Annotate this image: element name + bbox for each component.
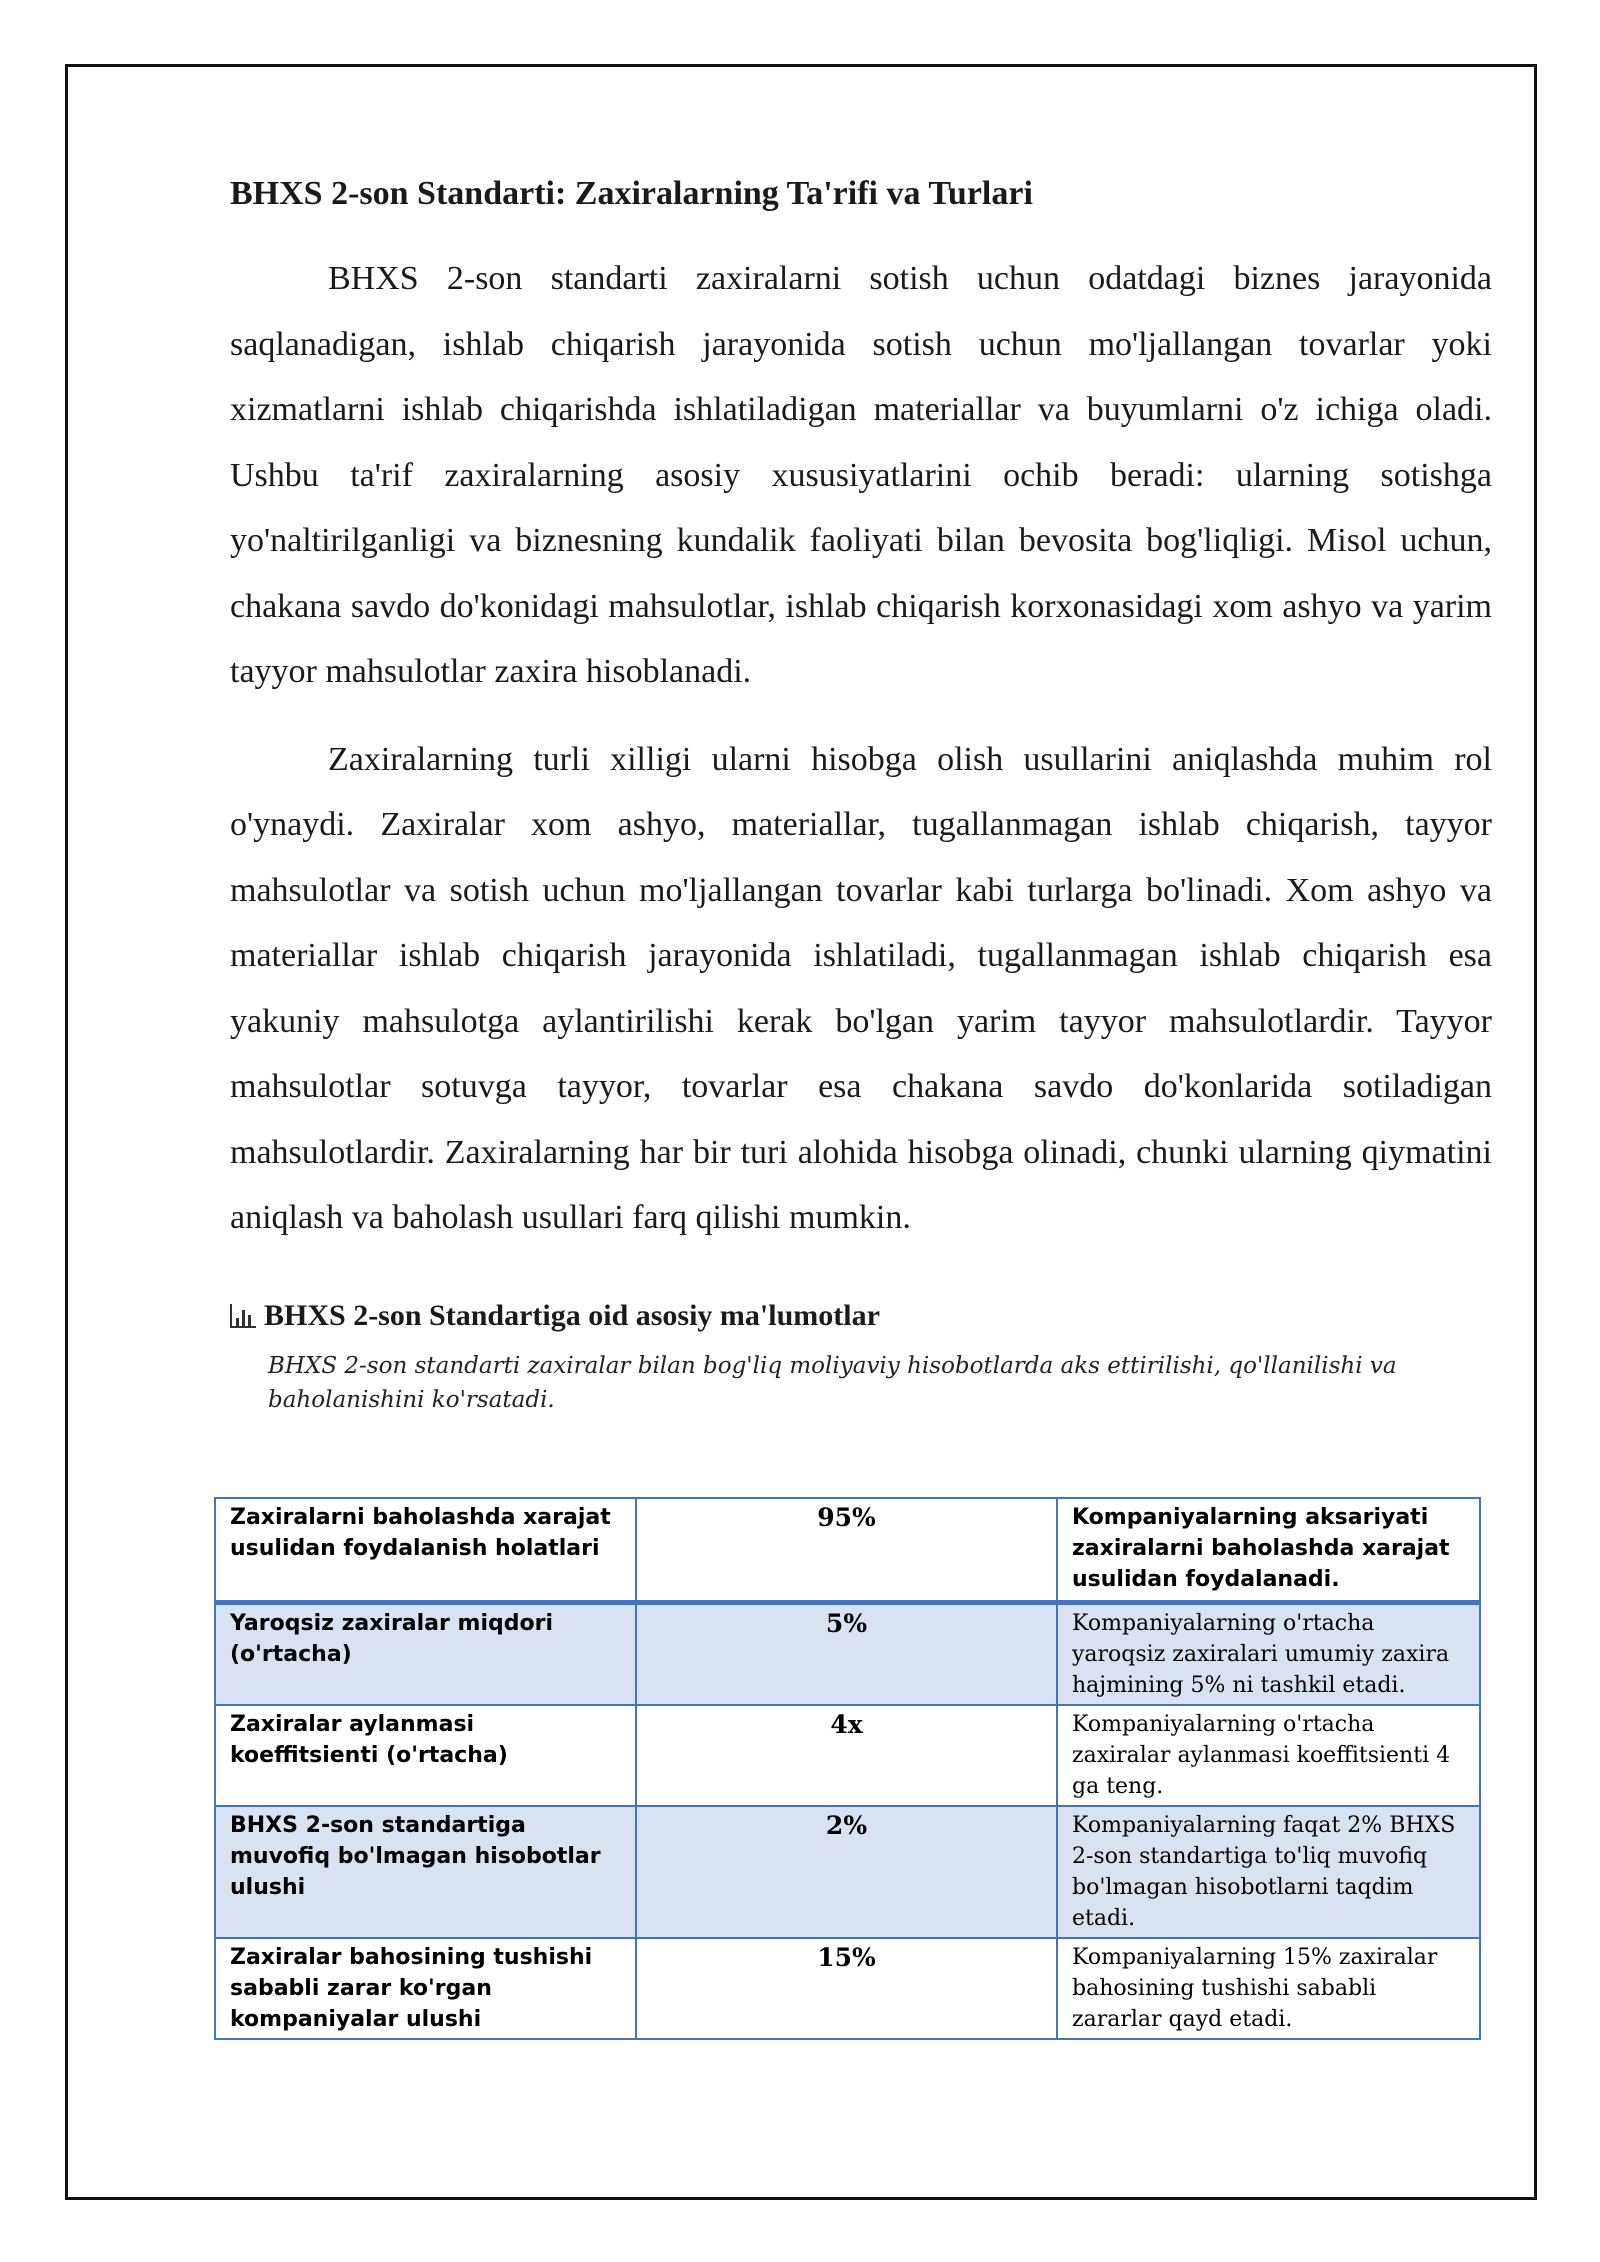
row-label: Yaroqsiz zaxiralar miqdori (o'rtacha) [215,1602,636,1705]
section-heading [230,1299,1492,1333]
document-body [230,172,1492,1417]
row-value: 5% [636,1602,1057,1705]
row-description: Kompaniyalarning o'rtacha zaxiralar aylanmasi koeffitsienti 4 ga teng. [1057,1705,1480,1806]
row-label: Zaxiralarni baholashda xarajat usulidan foydalanish holatlari [215,1498,636,1602]
row-description: Kompaniyalarning 15% zaxiralar bahosining tushishi sababli zararlar qayd etadi. [1057,1938,1480,2039]
row-label: Zaxiralar bahosining tushishi sababli zarar ko'rgan kompaniyalar ulushi [215,1938,636,2039]
row-label: Zaxiralar aylanmasi koeffitsienti (o'rtacha) [215,1705,636,1806]
row-value: 2% [636,1806,1057,1938]
table-row [215,1806,1480,1938]
row-label: BHXS 2-son standartiga muvofiq bo'lmagan hisobotlar ulushi [215,1806,636,1938]
table-row [215,1938,1480,2039]
document-title: BHXS 2-son Standarti: Zaxiralarning Ta'rifi va Turlari [230,175,1033,212]
bar-chart-icon [230,1304,256,1328]
row-description: Kompaniyalarning aksariyati zaxiralarni baholashda xarajat usulidan foydalanadi. [1057,1498,1480,1602]
row-value: 95% [636,1498,1057,1602]
section-caption: BHXS 2-son standarti zaxiralar bilan bog'liq moliyaviy hisobotlarda aks ettirilishi, qo'llanilishi va baholanishini ko'rsatadi. [268,1352,1397,1413]
table-row [215,1498,1480,1602]
row-value: 4x [636,1705,1057,1806]
row-description: Kompaniyalarning faqat 2% BHXS 2-son standartiga to'liq muvofiq bo'lmagan hisobotlarni taqdim etadi. [1057,1806,1480,1938]
row-value: 15% [636,1938,1057,2039]
section-heading-text: BHXS 2-son Standartiga oid asosiy ma'lumotlar [264,1298,880,1332]
paragraph-types: Zaxiralarning turli xilligi ularni hisobga olish usullarini aniqlashda muhim rol o'ynaydi. Zaxiralar xom ashyo, materiallar, tugallanmagan ishlab chiqarish, tayyor mahsulotlar va sotish uchun mo'ljallangan tovarlar kabi turlarga bo'linadi. Xom ashyo va materiallar ishlab chiqarish jarayonida ishlatiladi, tugallanmagan ishlab chiqarish esa yakuniy mahsulotga aylantirilishi kerak bo'lgan yarim tayyor mahsulotlardir. Tayyor mahsulotlar sotuvga tayyor, tovarlar esa chakana savdo do'konlarida sotiladigan mahsulotlardir. Zaxiralarning har bir turi alohida hisobga olinadi, chunki ularning qiymatini aniqlash va baholash usullari farq qilishi mumkin. [230,740,1492,1237]
statistics-table [214,1497,1481,2040]
paragraph-definition: BHXS 2-son standarti zaxiralarni sotish uchun odatdagi biznes jarayonida saqlanadigan, ishlab chiqarish jarayonida sotish uchun mo'ljallangan tovarlar yoki xizmatlarni ishlab chiqarishda ishlatiladigan materiallar va buyumlarni o'z ichiga oladi. Ushbu ta'rif zaxiralarning asosiy xususiyatlarini ochib beradi: ularning sotishga yo'naltirilganligi va biznesning kundalik faoliyati bilan bevosita bog'liqligi. Misol uchun, chakana savdo do'konidagi mahsulotlar, ishlab chiqarish korxonasidagi xom ashyo va yarim tayyor mahsulotlar zaxira hisoblanadi. [230,260,1492,691]
row-description: Kompaniyalarning o'rtacha yaroqsiz zaxiralari umumiy zaxira hajmining 5% ni tashkil etadi. [1057,1602,1480,1705]
table-row [215,1602,1480,1705]
table-row [215,1705,1480,1806]
